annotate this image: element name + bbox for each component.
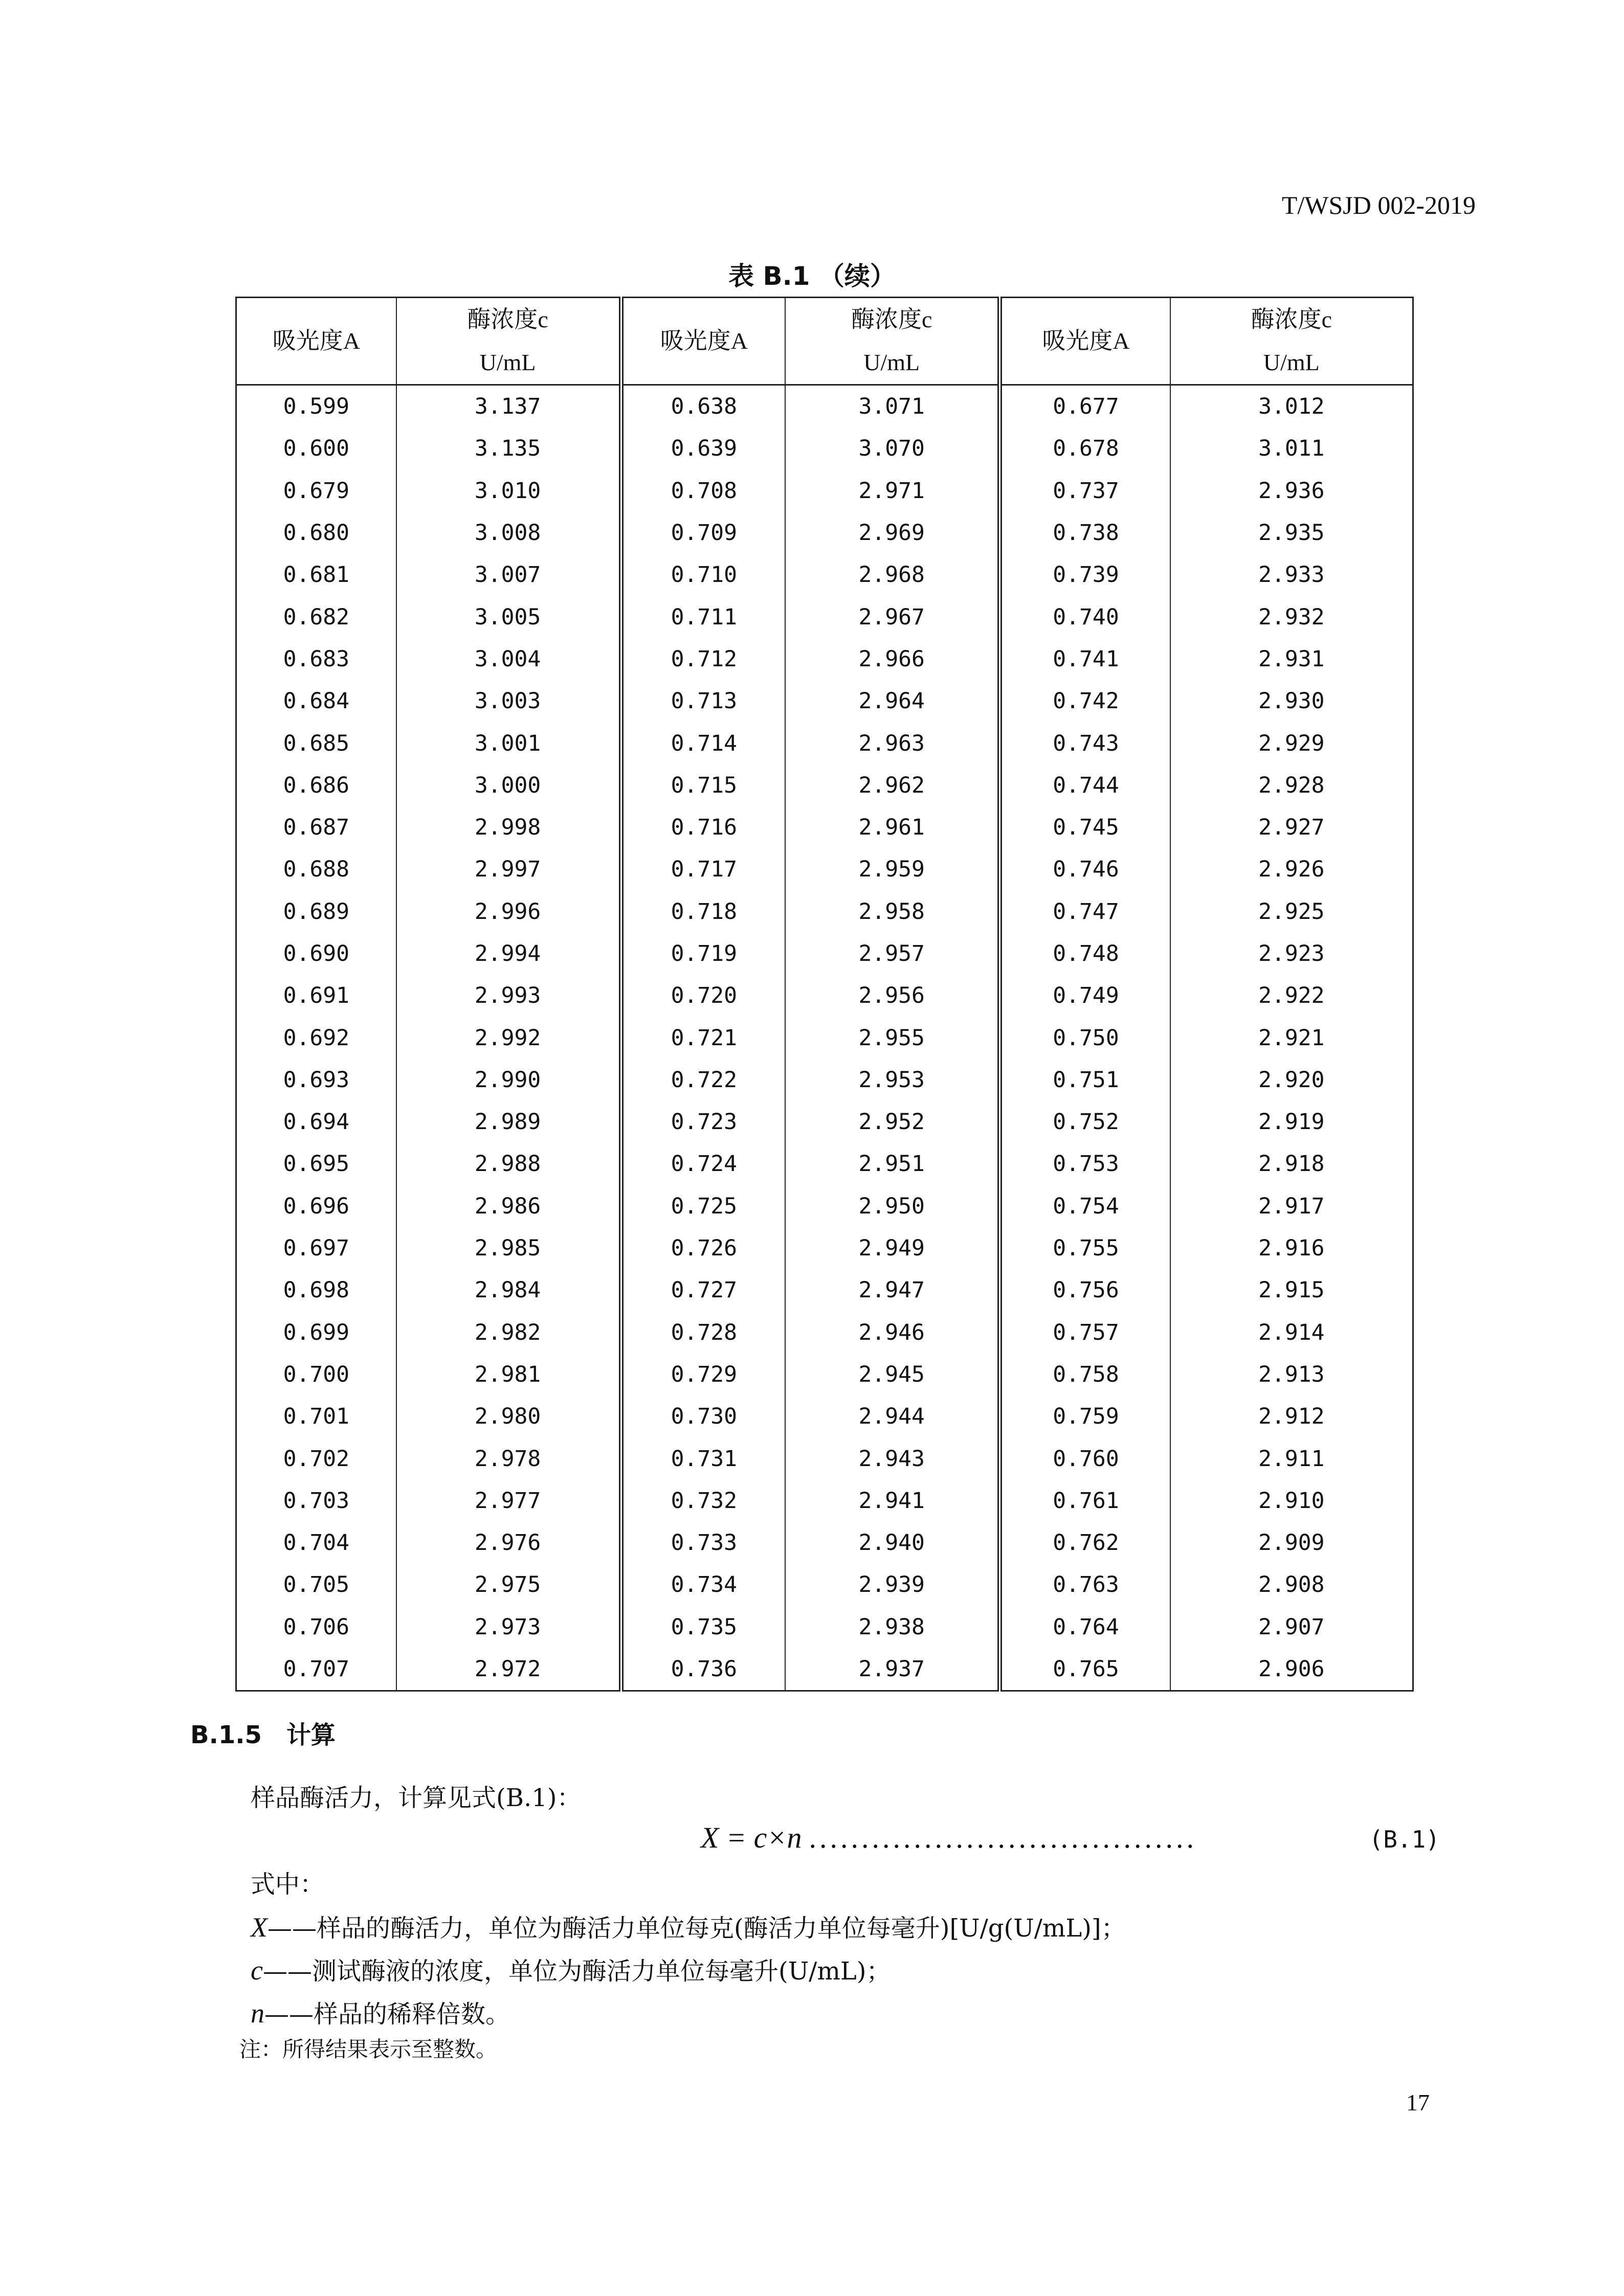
cell-absorbance: 0.688 — [236, 848, 396, 890]
header-absorbance: 吸光度A — [621, 298, 785, 385]
table-row — [236, 427, 1413, 469]
cell-absorbance: 0.691 — [236, 975, 396, 1017]
table-row — [236, 1269, 1413, 1311]
table-row — [236, 638, 1413, 680]
cell-absorbance: 0.690 — [236, 933, 396, 975]
page-number: 17 — [1406, 2089, 1430, 2115]
cell-absorbance: 0.711 — [621, 596, 785, 638]
cell-concentration: 2.932 — [1170, 596, 1413, 638]
table-row — [236, 1395, 1413, 1437]
cell-absorbance: 0.683 — [236, 638, 396, 680]
cell-concentration: 2.984 — [396, 1269, 621, 1311]
cell-absorbance: 0.756 — [1000, 1269, 1170, 1311]
cell-absorbance: 0.718 — [621, 891, 785, 933]
table-body — [236, 385, 1413, 1691]
table-row — [236, 1017, 1413, 1059]
cell-concentration: 2.967 — [785, 596, 1000, 638]
cell-absorbance: 0.684 — [236, 680, 396, 722]
cell-concentration: 2.989 — [396, 1101, 621, 1143]
cell-absorbance: 0.705 — [236, 1564, 396, 1606]
definition-symbol: c — [251, 1955, 263, 1986]
cell-concentration: 2.914 — [1170, 1312, 1413, 1354]
definition-symbol: n — [251, 1998, 264, 2029]
cell-concentration: 2.950 — [785, 1185, 1000, 1227]
cell-absorbance: 0.763 — [1000, 1564, 1170, 1606]
cell-concentration: 2.961 — [785, 806, 1000, 848]
cell-concentration: 2.933 — [1170, 554, 1413, 596]
cell-concentration: 2.912 — [1170, 1395, 1413, 1437]
cell-absorbance: 0.729 — [621, 1354, 785, 1395]
cell-concentration: 2.911 — [1170, 1437, 1413, 1479]
cell-absorbance: 0.748 — [1000, 933, 1170, 975]
cell-absorbance: 0.717 — [621, 848, 785, 890]
formula-b1 — [701, 1820, 1440, 1855]
cell-concentration: 2.968 — [785, 554, 1000, 596]
cell-absorbance: 0.726 — [621, 1227, 785, 1269]
cell-concentration: 2.941 — [785, 1480, 1000, 1522]
cell-absorbance: 0.716 — [621, 806, 785, 848]
cell-absorbance: 0.745 — [1000, 806, 1170, 848]
header-concentration: 酶浓度c U/mL — [396, 298, 621, 385]
cell-concentration: 2.973 — [396, 1606, 621, 1648]
cell-absorbance: 0.712 — [621, 638, 785, 680]
cell-absorbance: 0.747 — [1000, 891, 1170, 933]
cell-absorbance: 0.701 — [236, 1395, 396, 1437]
cell-absorbance: 0.733 — [621, 1522, 785, 1564]
cell-absorbance: 0.762 — [1000, 1522, 1170, 1564]
cell-concentration: 2.921 — [1170, 1017, 1413, 1059]
cell-absorbance: 0.719 — [621, 933, 785, 975]
cell-absorbance: 0.724 — [621, 1143, 785, 1185]
cell-absorbance: 0.706 — [236, 1606, 396, 1648]
cell-concentration: 2.938 — [785, 1606, 1000, 1648]
cell-absorbance: 0.704 — [236, 1522, 396, 1564]
table-row — [236, 680, 1413, 722]
cell-absorbance: 0.758 — [1000, 1354, 1170, 1395]
cell-absorbance: 0.750 — [1000, 1017, 1170, 1059]
cell-concentration: 2.923 — [1170, 933, 1413, 975]
definition-symbol: X — [251, 1912, 268, 1943]
cell-concentration: 2.936 — [1170, 470, 1413, 512]
table-row — [236, 554, 1413, 596]
cell-absorbance: 0.731 — [621, 1437, 785, 1479]
cell-absorbance: 0.708 — [621, 470, 785, 512]
cell-concentration: 2.945 — [785, 1354, 1000, 1395]
cell-concentration: 3.071 — [785, 385, 1000, 428]
cell-concentration: 3.004 — [396, 638, 621, 680]
cell-concentration: 2.985 — [396, 1227, 621, 1269]
cell-absorbance: 0.703 — [236, 1480, 396, 1522]
cell-absorbance: 0.728 — [621, 1312, 785, 1354]
cell-absorbance: 0.749 — [1000, 975, 1170, 1017]
formula-expression: X = c×n — [701, 1821, 802, 1854]
cell-concentration: 2.959 — [785, 848, 1000, 890]
cell-absorbance: 0.753 — [1000, 1143, 1170, 1185]
cell-absorbance: 0.740 — [1000, 596, 1170, 638]
cell-concentration: 2.953 — [785, 1059, 1000, 1101]
table-row — [236, 470, 1413, 512]
cell-concentration: 2.986 — [396, 1185, 621, 1227]
cell-concentration: 3.005 — [396, 596, 621, 638]
calculation-intro: 样品酶活力，计算见式(B.1)： — [251, 1784, 582, 1812]
cell-concentration: 2.944 — [785, 1395, 1000, 1437]
cell-absorbance: 0.759 — [1000, 1395, 1170, 1437]
cell-concentration: 3.010 — [396, 470, 621, 512]
cell-concentration: 2.910 — [1170, 1480, 1413, 1522]
cell-concentration: 2.977 — [396, 1480, 621, 1522]
cell-absorbance: 0.742 — [1000, 680, 1170, 722]
cell-concentration: 2.931 — [1170, 638, 1413, 680]
cell-absorbance: 0.723 — [621, 1101, 785, 1143]
cell-absorbance: 0.720 — [621, 975, 785, 1017]
cell-absorbance: 0.698 — [236, 1269, 396, 1311]
cell-concentration: 2.935 — [1170, 512, 1413, 554]
cell-concentration: 2.922 — [1170, 975, 1413, 1017]
table-row — [236, 806, 1413, 848]
table-row — [236, 1059, 1413, 1101]
cell-absorbance: 0.752 — [1000, 1101, 1170, 1143]
cell-concentration: 2.946 — [785, 1312, 1000, 1354]
table-row — [236, 975, 1413, 1017]
definition-text: ——测试酶液的浓度，单位为酶活力单位每毫升(U/mL)； — [262, 1957, 891, 1986]
table-row — [236, 1312, 1413, 1354]
cell-absorbance: 0.757 — [1000, 1312, 1170, 1354]
cell-absorbance: 0.736 — [621, 1648, 785, 1691]
cell-concentration: 2.907 — [1170, 1606, 1413, 1648]
cell-concentration: 2.990 — [396, 1059, 621, 1101]
cell-concentration: 2.952 — [785, 1101, 1000, 1143]
cell-concentration: 2.982 — [396, 1312, 621, 1354]
table-row — [236, 1143, 1413, 1185]
cell-absorbance: 0.734 — [621, 1564, 785, 1606]
cell-concentration: 2.926 — [1170, 848, 1413, 890]
cell-absorbance: 0.686 — [236, 764, 396, 806]
cell-concentration: 2.949 — [785, 1227, 1000, 1269]
cell-concentration: 3.135 — [396, 427, 621, 469]
cell-concentration: 2.993 — [396, 975, 621, 1017]
cell-absorbance: 0.715 — [621, 764, 785, 806]
cell-concentration: 3.012 — [1170, 385, 1413, 428]
cell-absorbance: 0.751 — [1000, 1059, 1170, 1101]
table-row — [236, 1354, 1413, 1395]
cell-concentration: 2.972 — [396, 1648, 621, 1691]
definition-n — [251, 1994, 510, 2030]
table-row — [236, 1606, 1413, 1648]
cell-concentration: 3.011 — [1170, 427, 1413, 469]
cell-absorbance: 0.709 — [621, 512, 785, 554]
cell-concentration: 2.963 — [785, 722, 1000, 764]
table-row — [236, 1522, 1413, 1564]
cell-absorbance: 0.677 — [1000, 385, 1170, 428]
cell-concentration: 2.947 — [785, 1269, 1000, 1311]
cell-absorbance: 0.738 — [1000, 512, 1170, 554]
definition-c — [251, 1951, 891, 1987]
cell-absorbance: 0.599 — [236, 385, 396, 428]
table-row — [236, 1648, 1413, 1691]
cell-absorbance: 0.702 — [236, 1437, 396, 1479]
cell-absorbance: 0.695 — [236, 1143, 396, 1185]
cell-concentration: 2.937 — [785, 1648, 1000, 1691]
cell-concentration: 2.988 — [396, 1143, 621, 1185]
cell-absorbance: 0.700 — [236, 1354, 396, 1395]
cell-absorbance: 0.746 — [1000, 848, 1170, 890]
cell-concentration: 2.958 — [785, 891, 1000, 933]
formula-leader-dots: ..................................... — [809, 1821, 1197, 1854]
cell-concentration: 2.998 — [396, 806, 621, 848]
cell-concentration: 2.980 — [396, 1395, 621, 1437]
cell-absorbance: 0.693 — [236, 1059, 396, 1101]
cell-concentration: 3.007 — [396, 554, 621, 596]
cell-absorbance: 0.696 — [236, 1185, 396, 1227]
cell-concentration: 2.906 — [1170, 1648, 1413, 1691]
cell-concentration: 2.966 — [785, 638, 1000, 680]
cell-absorbance: 0.679 — [236, 470, 396, 512]
cell-absorbance: 0.743 — [1000, 722, 1170, 764]
cell-absorbance: 0.722 — [621, 1059, 785, 1101]
cell-absorbance: 0.710 — [621, 554, 785, 596]
table-row — [236, 512, 1413, 554]
cell-concentration: 2.978 — [396, 1437, 621, 1479]
cell-absorbance: 0.732 — [621, 1480, 785, 1522]
cell-concentration: 2.920 — [1170, 1059, 1413, 1101]
table-row — [236, 848, 1413, 890]
cell-concentration: 2.925 — [1170, 891, 1413, 933]
cell-concentration: 2.928 — [1170, 764, 1413, 806]
cell-concentration: 2.964 — [785, 680, 1000, 722]
cell-concentration: 2.975 — [396, 1564, 621, 1606]
definition-text: ——样品的稀释倍数。 — [264, 2000, 510, 2029]
cell-concentration: 2.940 — [785, 1522, 1000, 1564]
table-row — [236, 385, 1413, 428]
cell-absorbance: 0.680 — [236, 512, 396, 554]
cell-absorbance: 0.707 — [236, 1648, 396, 1691]
definition-text: ——样品的酶活力，单位为酶活力单位每克(酶活力单位每毫升)[U/g(U/mL)]； — [268, 1914, 1126, 1943]
table-caption: 表 B.1 （续） — [728, 261, 896, 291]
cell-concentration: 2.916 — [1170, 1227, 1413, 1269]
cell-absorbance: 0.754 — [1000, 1185, 1170, 1227]
cell-concentration: 2.915 — [1170, 1269, 1413, 1311]
cell-absorbance: 0.721 — [621, 1017, 785, 1059]
cell-absorbance: 0.692 — [236, 1017, 396, 1059]
cell-concentration: 3.137 — [396, 385, 621, 428]
cell-concentration: 2.913 — [1170, 1354, 1413, 1395]
cell-absorbance: 0.741 — [1000, 638, 1170, 680]
table-row — [236, 722, 1413, 764]
cell-absorbance: 0.735 — [621, 1606, 785, 1648]
cell-absorbance: 0.737 — [1000, 470, 1170, 512]
cell-concentration: 2.943 — [785, 1437, 1000, 1479]
cell-concentration: 2.962 — [785, 764, 1000, 806]
header-absorbance: 吸光度A — [1000, 298, 1170, 385]
cell-concentration: 2.957 — [785, 933, 1000, 975]
cell-concentration: 2.969 — [785, 512, 1000, 554]
cell-absorbance: 0.744 — [1000, 764, 1170, 806]
cell-concentration: 3.001 — [396, 722, 621, 764]
cell-absorbance: 0.714 — [621, 722, 785, 764]
header-concentration: 酶浓度c U/mL — [785, 298, 1000, 385]
cell-absorbance: 0.639 — [621, 427, 785, 469]
formula-number: (B.1) — [1369, 1826, 1440, 1853]
cell-absorbance: 0.760 — [1000, 1437, 1170, 1479]
definition-x — [251, 1908, 1126, 1944]
cell-concentration: 2.929 — [1170, 722, 1413, 764]
cell-concentration: 2.997 — [396, 848, 621, 890]
table-row — [236, 596, 1413, 638]
table-row — [236, 1185, 1413, 1227]
cell-concentration: 2.976 — [396, 1522, 621, 1564]
cell-concentration: 2.909 — [1170, 1522, 1413, 1564]
cell-concentration: 2.930 — [1170, 680, 1413, 722]
table-row — [236, 933, 1413, 975]
cell-concentration: 2.971 — [785, 470, 1000, 512]
cell-absorbance: 0.725 — [621, 1185, 785, 1227]
cell-absorbance: 0.600 — [236, 427, 396, 469]
cell-absorbance: 0.730 — [621, 1395, 785, 1437]
cell-concentration: 3.070 — [785, 427, 1000, 469]
cell-concentration: 2.994 — [396, 933, 621, 975]
header-absorbance: 吸光度A — [236, 298, 396, 385]
cell-absorbance: 0.689 — [236, 891, 396, 933]
cell-concentration: 2.908 — [1170, 1564, 1413, 1606]
table-row — [236, 764, 1413, 806]
cell-concentration: 2.992 — [396, 1017, 621, 1059]
cell-concentration: 3.003 — [396, 680, 621, 722]
table-row — [236, 1101, 1413, 1143]
table-row — [236, 1480, 1413, 1522]
cell-concentration: 2.981 — [396, 1354, 621, 1395]
standard-id: T/WSJD 002-2019 — [1281, 191, 1476, 219]
cell-concentration: 3.000 — [396, 764, 621, 806]
table-row — [236, 891, 1413, 933]
cell-concentration: 2.918 — [1170, 1143, 1413, 1185]
cell-concentration: 2.917 — [1170, 1185, 1413, 1227]
cell-absorbance: 0.685 — [236, 722, 396, 764]
cell-absorbance: 0.764 — [1000, 1606, 1170, 1648]
section-heading: B.1.5 计算 — [190, 1721, 336, 1749]
cell-concentration: 2.927 — [1170, 806, 1413, 848]
cell-absorbance: 0.694 — [236, 1101, 396, 1143]
cell-absorbance: 0.682 — [236, 596, 396, 638]
table-row — [236, 1227, 1413, 1269]
cell-absorbance: 0.681 — [236, 554, 396, 596]
cell-concentration: 2.955 — [785, 1017, 1000, 1059]
cell-absorbance: 0.761 — [1000, 1480, 1170, 1522]
cell-absorbance: 0.739 — [1000, 554, 1170, 596]
cell-absorbance: 0.687 — [236, 806, 396, 848]
cell-concentration: 2.956 — [785, 975, 1000, 1017]
cell-absorbance: 0.699 — [236, 1312, 396, 1354]
cell-concentration: 2.939 — [785, 1564, 1000, 1606]
cell-absorbance: 0.678 — [1000, 427, 1170, 469]
cell-absorbance: 0.765 — [1000, 1648, 1170, 1691]
absorbance-concentration-table — [235, 297, 1414, 1692]
table-row — [236, 1437, 1413, 1479]
table-row — [236, 1564, 1413, 1606]
cell-concentration: 3.008 — [396, 512, 621, 554]
cell-absorbance: 0.697 — [236, 1227, 396, 1269]
cell-absorbance: 0.713 — [621, 680, 785, 722]
where-label: 式中： — [251, 1870, 325, 1899]
cell-concentration: 2.919 — [1170, 1101, 1413, 1143]
cell-absorbance: 0.755 — [1000, 1227, 1170, 1269]
cell-absorbance: 0.638 — [621, 385, 785, 428]
table-header-row — [236, 298, 1413, 385]
cell-concentration: 2.951 — [785, 1143, 1000, 1185]
note: 注：所得结果表示至整数。 — [239, 2037, 498, 2062]
cell-absorbance: 0.727 — [621, 1269, 785, 1311]
cell-concentration: 2.996 — [396, 891, 621, 933]
header-concentration: 酶浓度c U/mL — [1170, 298, 1413, 385]
